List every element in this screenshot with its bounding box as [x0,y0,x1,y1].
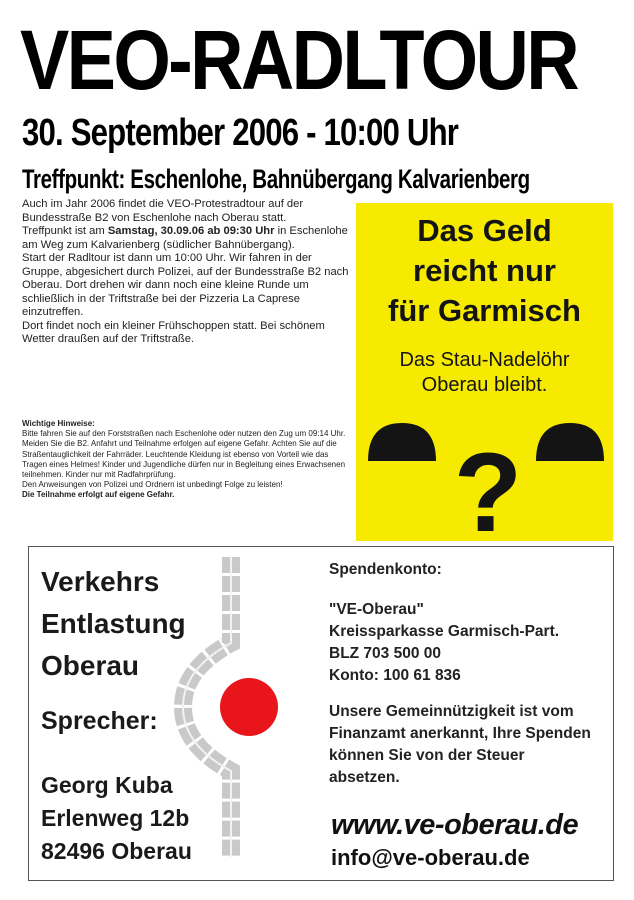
tunnel-question-graphic [356,415,613,541]
speaker-label: Sprecher: [41,707,158,735]
intro-paragraph-4: Dort findet noch ein kleiner Frühschoppen statt. Bei schönem Wetter draußen auf der Triftstraße. [22,319,325,345]
logo-red-dot [220,678,278,736]
donation-account [329,559,599,789]
event-date: 30. September 2006 - 10:00 Uhr [22,112,459,154]
website-link[interactable]: www.ve-oberau.de [331,809,579,841]
speaker-street: Erlenweg 12b [41,805,190,831]
poster-headline-line-1: Das Geld [417,213,552,248]
tunnel-right-icon [536,423,604,461]
intro-text [22,198,350,347]
donation-label: Spendenkonto: [329,561,442,578]
account-number: Konto: 100 61 836 [329,667,461,684]
meeting-time: Samstag, 30.09.06 ab 09:30 Uhr [107,225,275,237]
poster-subline [356,348,613,398]
intro-paragraph-3: Start der Radltour ist dann um 10:00 Uhr. Wir fahren in der Gruppe, abgesichert durch Polizei, auf der Bundesstraße B2 nach Oberau. Dort drehen wir dann noch eine kleine Runde um schließlich in der Triftstraße bei der Pizzeria La Caprese einzutreffen. [22,252,349,318]
poster-subline-1: Das Stau-Nadelöhr [399,349,570,371]
poster-headline [356,211,613,331]
notes-heading: Wichtige Hinweise: [22,419,95,428]
account-name: "VE-Oberau" [329,601,424,618]
tax-note: Unsere Gemeinnützigkeit ist vom Finanzamt anerkannt, Ihre Spenden können Sie von der Steuer absetzen. [329,703,591,786]
poster-headline-line-3: für Garmisch [388,293,581,328]
ve-oberau-logo [169,557,319,857]
poster-title: VEO-RADLTOUR [20,13,577,107]
intro-paragraph-2 [22,225,350,252]
protest-poster-box [356,203,613,541]
bank-code: BLZ 703 500 00 [329,645,442,662]
organization-box [28,546,614,881]
intro-p2-pre: Treffpunkt ist am [22,225,108,237]
speaker-name: Georg Kuba [41,772,173,798]
bank-name: Kreissparkasse Garmisch-Part. [329,623,560,640]
meeting-point: Treffpunkt: Eschenlohe, Bahnübergang Kalvarienberg [22,164,530,194]
notes-text-2: Den Anweisungen von Polizei und Ordnern ist unbedingt Folge zu leisten! [22,480,283,490]
poster-subline-2: Oberau bleibt. [421,374,548,396]
org-name-line-2: Entlastung [41,608,186,639]
question-mark-icon: ? [453,430,523,541]
important-notes [22,419,352,501]
poster-headline-line-2: reicht nur [413,253,556,288]
org-name-line-3: Oberau [41,650,140,681]
notes-footer: Die Teilnahme erfolgt auf eigene Gefahr. [22,490,175,500]
speaker-city: 82496 Oberau [41,838,192,864]
intro-paragraph-1: Auch im Jahr 2006 findet die VEO-Protestradtour auf der Bundesstraße B2 von Eschenlohe nach Oberau statt. [22,198,304,224]
notes-text: Bitte fahren Sie auf den Forststraßen nach Eschenlohe oder nutzen den Zug um 09:14 Uhr. Meiden Sie die B2. Anfahrt und Teilnahme erfolgen auf eigene Gefahr. Achten Sie auf die Straßentauglichkeit der Fahrräder. Leuchtende Kleidung ist ebenso von Vorteil wie das Tragen eines Helmes! Kinder und Jugendliche dürfen nur in Begleitung eines Erwachsenen teilnehmen. Kinder nur mit Radfahrprüfung. [22,429,346,480]
intro-p2-post: in Eschenlohe am Weg zum Kalvarienberg (südlicher Bahnübergang). [22,225,348,251]
tunnel-left-icon [368,423,436,461]
org-name-line-1: Verkehrs [41,566,160,597]
email-link[interactable]: info@ve-oberau.de [331,845,530,870]
organization-name [41,561,186,687]
